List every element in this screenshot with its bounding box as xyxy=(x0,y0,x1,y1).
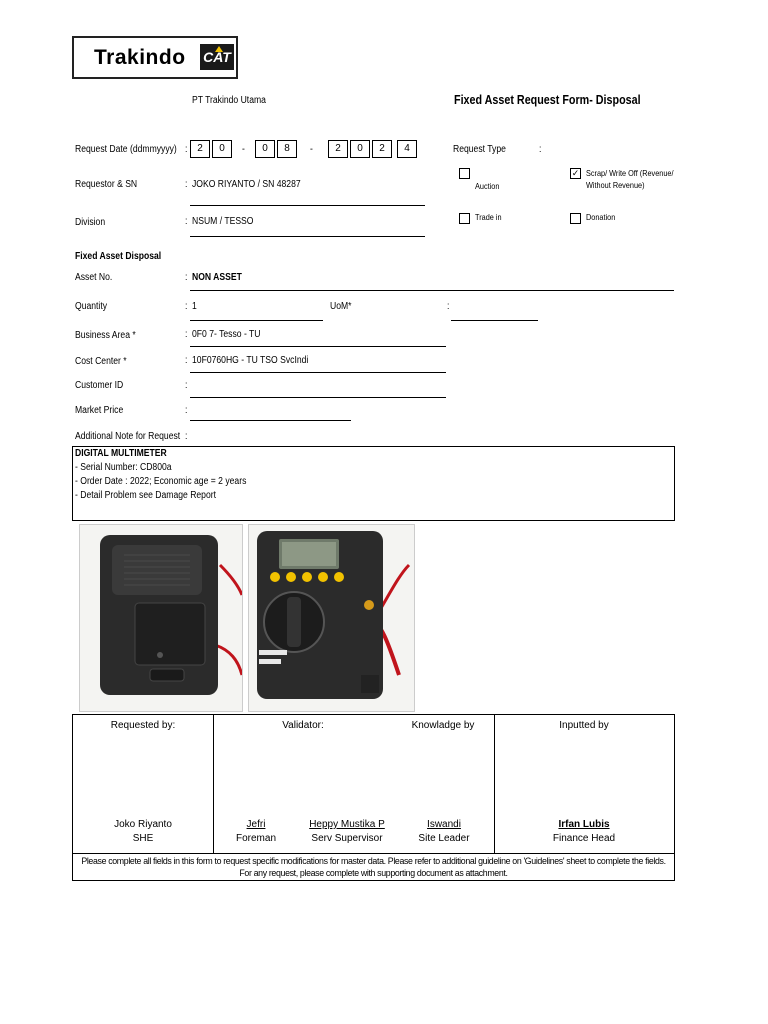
asset-no-label: Asset No. xyxy=(75,272,113,283)
logo-brand-text: Trakindo xyxy=(94,46,186,69)
form-title: Fixed Asset Request Form- Disposal xyxy=(454,93,641,107)
inputted-by-role: Finance Head xyxy=(552,833,616,844)
requester-role: SHE xyxy=(132,833,154,844)
colon: : xyxy=(185,179,188,190)
note-line: - Detail Problem see Damage Report xyxy=(75,490,217,501)
scrap-write-off-label-2: Without Revenue) xyxy=(586,180,645,190)
colon: : xyxy=(185,272,188,283)
colon: : xyxy=(185,431,188,442)
requestor-label: Requestor & SN xyxy=(75,179,138,190)
colon: : xyxy=(185,216,188,227)
auction-checkbox[interactable] xyxy=(459,168,470,179)
note-line: - Order Date : 2022; Economic age = 2 years xyxy=(75,476,247,487)
multimeter-back-photo xyxy=(79,524,243,712)
scrap-write-off-checkbox[interactable]: ✓ xyxy=(571,168,580,178)
colon: : xyxy=(185,144,188,155)
multimeter-back-image xyxy=(80,525,243,712)
colon: : xyxy=(185,355,188,366)
date-digit-8[interactable]: 4 xyxy=(397,140,417,158)
customer-id-underline xyxy=(190,397,446,398)
requestor-underline xyxy=(190,205,425,206)
business-area-label: Business Area * xyxy=(75,330,136,341)
colon: : xyxy=(185,329,188,340)
cost-center-label: Cost Center * xyxy=(75,356,127,367)
colon: : xyxy=(539,144,542,155)
colon: : xyxy=(185,301,188,312)
colon: : xyxy=(447,301,450,312)
donation-label: Donation xyxy=(586,212,616,222)
market-price-label: Market Price xyxy=(75,405,124,416)
trade-in-label: Trade in xyxy=(475,212,502,222)
business-area-value[interactable]: 0F0 7- Tesso - TU xyxy=(192,329,261,340)
date-digit-6[interactable]: 0 xyxy=(350,140,370,158)
date-digit-4[interactable]: 8 xyxy=(277,140,297,158)
validator-heading: Validator: xyxy=(282,720,324,731)
donation-checkbox[interactable] xyxy=(570,213,581,224)
date-digit-3[interactable]: 0 xyxy=(255,140,275,158)
multimeter-front-image xyxy=(249,525,415,712)
scrap-write-off-label: Scrap/ Write Off (Revenue/ xyxy=(586,168,674,178)
date-separator: - xyxy=(310,144,313,155)
additional-note-label: Additional Note for Request xyxy=(75,431,181,442)
cost-center-value[interactable]: 10F0760HG - TU TSO SvcIndi xyxy=(192,355,309,366)
date-separator: - xyxy=(242,144,245,155)
signature-table xyxy=(72,714,675,881)
date-digit-7[interactable]: 2 xyxy=(372,140,392,158)
requester-name: Joko Riyanto xyxy=(114,819,172,830)
division-value[interactable]: NSUM / TESSO xyxy=(192,216,254,227)
uom-underline xyxy=(451,320,538,321)
division-label: Division xyxy=(75,217,106,228)
customer-id-label: Customer ID xyxy=(75,380,124,391)
column-divider xyxy=(213,715,214,853)
date-digit-5[interactable]: 2 xyxy=(328,140,348,158)
knowledge-by-heading: Knowladge by xyxy=(411,720,475,731)
cost-center-underline xyxy=(190,372,446,373)
company-name: PT Trakindo Utama xyxy=(192,95,266,106)
colon: : xyxy=(185,405,188,416)
requestor-value[interactable]: JOKO RIYANTO / SN 48287 xyxy=(192,179,301,190)
asset-no-underline xyxy=(190,290,674,291)
inputted-by-heading: Inputted by xyxy=(559,720,609,731)
quantity-underline xyxy=(190,320,323,321)
asset-no-value[interactable]: NON ASSET xyxy=(192,272,242,283)
note-line: - Serial Number: CD800a xyxy=(75,462,172,473)
note-title: DIGITAL MULTIMETER xyxy=(75,448,167,459)
company-logo xyxy=(72,36,238,79)
inputted-by-name: Irfan Lubis xyxy=(558,819,610,830)
trade-in-checkbox[interactable] xyxy=(459,213,470,224)
footer-line-2: For any request, please complete with supporting document as attachment. xyxy=(239,868,508,878)
business-area-underline xyxy=(190,346,446,347)
cat-triangle-icon xyxy=(215,46,223,52)
validator-2-role: Serv Supervisor xyxy=(311,833,383,844)
market-price-underline xyxy=(190,420,351,421)
multimeter-front-photo xyxy=(248,524,415,712)
date-digit-1[interactable]: 2 xyxy=(190,140,210,158)
knowledge-by-name: Iswandi xyxy=(427,819,461,830)
validator-2-name: Heppy Mustika P xyxy=(309,819,385,830)
section-title: Fixed Asset Disposal xyxy=(75,251,162,262)
cat-logo-mark: CAT xyxy=(200,44,234,70)
additional-note-box[interactable] xyxy=(72,446,675,521)
footer-line-1: Please complete all fields in this form to request specific modifications for master data. Please refer to additional guideline on 'Guidelines' sheet to complete the fields. xyxy=(81,856,666,866)
colon: : xyxy=(185,380,188,391)
date-digit-2[interactable]: 0 xyxy=(212,140,232,158)
uom-label: UoM* xyxy=(330,301,352,312)
requested-by-heading: Requested by: xyxy=(110,720,176,731)
request-type-label: Request Type xyxy=(453,144,506,155)
quantity-label: Quantity xyxy=(75,301,108,312)
knowledge-by-role: Site Leader xyxy=(418,833,470,844)
request-date-label: Request Date (ddmmyyyy) xyxy=(75,144,177,155)
division-underline xyxy=(190,236,425,237)
quantity-value[interactable]: 1 xyxy=(192,301,197,312)
footer-divider xyxy=(73,853,674,854)
footer-instructions xyxy=(73,855,674,879)
validator-1-name: Jefri xyxy=(246,819,266,830)
auction-label: Auction xyxy=(475,181,500,191)
validator-1-role: Foreman xyxy=(235,833,276,844)
